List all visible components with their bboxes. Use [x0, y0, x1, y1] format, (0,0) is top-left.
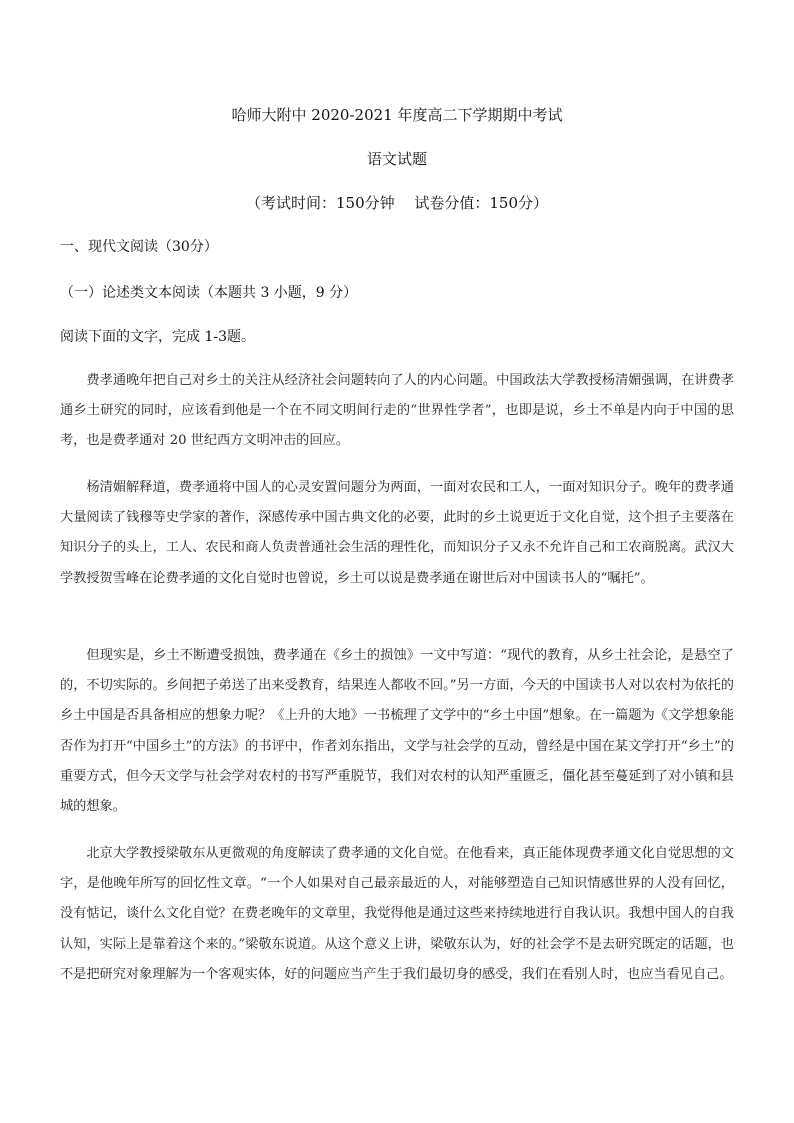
- section-heading-sub-one: （一）论述类文本阅读（本题共 3 小题，9 分）: [60, 285, 358, 301]
- reading-instruction: 阅读下面的文字，完成 1-3题。: [60, 329, 255, 345]
- exam-title: 哈师大附中 2020-2021 年度高二下学期期中考试: [231, 106, 563, 124]
- subject-title: 语文试题: [366, 150, 427, 168]
- exam-info: （考试时间：150分钟 试卷分值：150分）: [245, 194, 549, 212]
- passage-paragraph-3: 但现实是，乡土不断遭受损蚀，费孝通在《乡土的损蚀》一文中写道：“现代的教育，从乡土社会论，是悬空了的，不切实际的。乡间把子弟送了出来受教育，结果连人都收不回。”另一方面，今天的中国读书人对以农村为依托的乡土中国是否具备相应的想象力呢？《上升的大地》一书梳理了文学中的“乡土中国”想象。在一篇题为《文学想象能否作为打开“中国乡土”的方法》的书评中，作者刘东指出，文学与社会学的互动，曾经是中国在某文学打开“乡土”的重要方式，但今天文学与社会学对农村的书写严重脱节，我们对农村的认知严重匮乏，僵化甚至蔓延到了对小镇和县城的想象。: [60, 648, 734, 815]
- passage-paragraph-4: 北京大学教授梁敬东从更微观的角度解读了费孝通的文化自觉。在他看来，真正能体现费孝通文化自觉思想的文字，是他晚年所写的回忆性文章。“一个人如果对自己最亲最近的人，对能够塑造自己知识情感世界的人没有回忆，没有惦记，谈什么文化自觉？在费老晚年的文章里，我觉得他是通过这些来持续地进行自我认识。我想中国人的自我认知，实际上是靠着这个来的。”梁敬东说道。从这个意义上讲，梁敬东认为，好的社会学不是去研究既定的话题，也不是把研究对象理解为一个客观实体，好的问题应当产生于我们最切身的感受，我们在看别人时，也应当看见自己。: [60, 846, 734, 982]
- section-heading-part-one: 一、现代文阅读（30分）: [60, 239, 218, 255]
- passage-paragraph-1: 费孝通晚年把自己对乡土的关注从经济社会问题转向了人的内心问题。中国政法大学教授杨清媚强调，在讲费孝通乡土研究的同时，应该看到他是一个在不同文明间行走的“世界性学者”，也即是说，乡土不单是内向于中国的思考，也是费孝通对 20 世纪西方文明冲击的回应。: [60, 373, 734, 449]
- passage-paragraph-2: 杨清媚解释道，费孝通将中国人的心灵安置问题分为两面，一面对农民和工人，一面对知识分子。晚年的费孝通大量阅读了钱穆等史学家的著作，深感传承中国古典文化的必要，此时的乡土说更近于文化自觉，这个担子主要落在知识分子的头上，工人、农民和商人负责普通社会生活的理性化，而知识分子又永不允许自己和工农商脱离。武汉大学教授贺雪峰在论费孝通的文化自觉时也曾说，乡土可以说是费孝通在谢世后对中国读书人的“嘱托”。: [60, 480, 734, 586]
